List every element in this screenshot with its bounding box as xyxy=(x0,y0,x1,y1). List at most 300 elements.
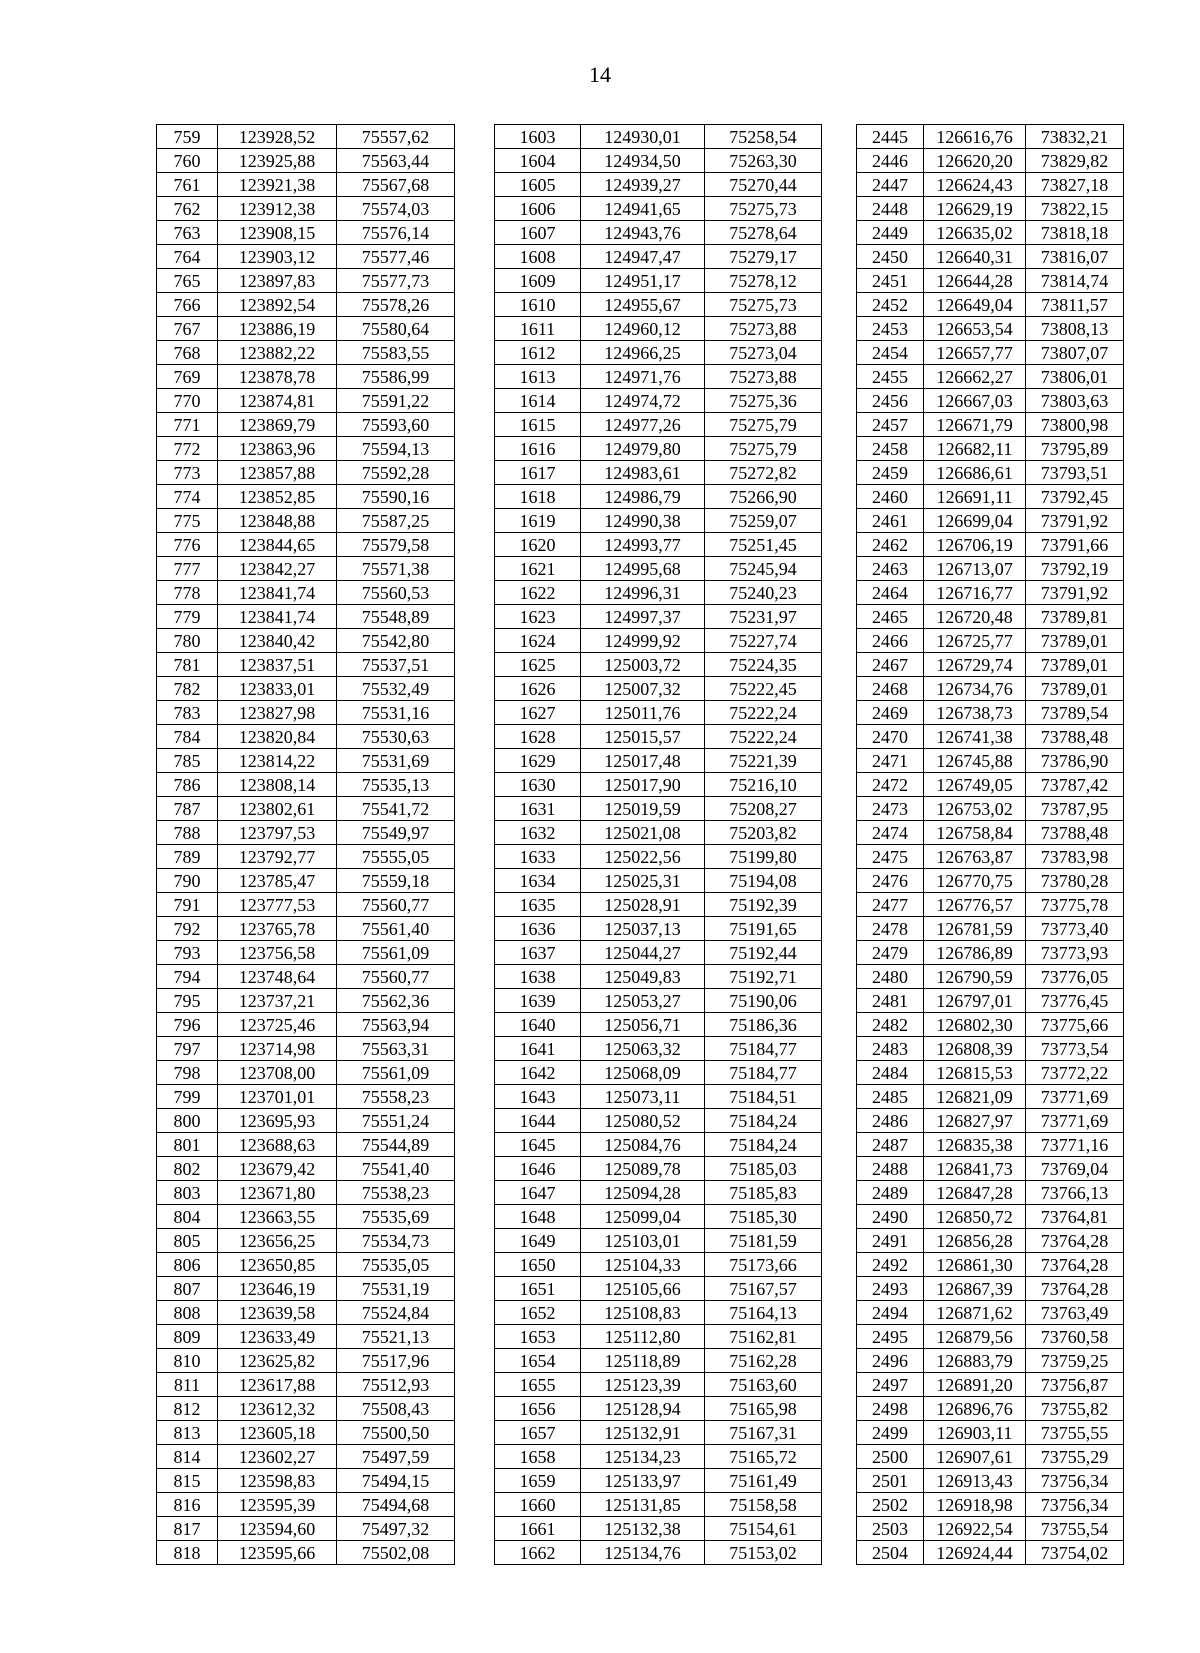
x-coordinate-cell: 123863,96 xyxy=(218,437,337,461)
column-spacer xyxy=(455,1109,495,1133)
column-spacer xyxy=(822,821,857,845)
point-number-cell: 762 xyxy=(157,197,218,221)
x-coordinate-cell: 126790,59 xyxy=(924,965,1026,989)
point-number-cell: 2482 xyxy=(857,1013,924,1037)
column-spacer xyxy=(822,1013,857,1037)
y-coordinate-cell: 73776,45 xyxy=(1026,989,1124,1013)
point-number-cell: 1623 xyxy=(495,605,581,629)
point-number-cell: 810 xyxy=(157,1349,218,1373)
point-number-cell: 795 xyxy=(157,989,218,1013)
point-number-cell: 799 xyxy=(157,1085,218,1109)
column-spacer xyxy=(455,725,495,749)
point-number-cell: 816 xyxy=(157,1493,218,1517)
column-spacer xyxy=(455,1181,495,1205)
column-spacer xyxy=(455,317,495,341)
column-spacer xyxy=(822,533,857,557)
x-coordinate-cell: 125105,66 xyxy=(581,1277,705,1301)
x-coordinate-cell: 123594,60 xyxy=(218,1517,337,1541)
table-row xyxy=(157,269,1124,293)
point-number-cell: 1650 xyxy=(495,1253,581,1277)
x-coordinate-cell: 126918,98 xyxy=(924,1493,1026,1517)
point-number-cell: 1635 xyxy=(495,893,581,917)
y-coordinate-cell: 75158,58 xyxy=(705,1493,822,1517)
column-spacer xyxy=(822,1277,857,1301)
point-number-cell: 772 xyxy=(157,437,218,461)
x-coordinate-cell: 126827,97 xyxy=(924,1109,1026,1133)
point-number-cell: 1612 xyxy=(495,341,581,365)
y-coordinate-cell: 75517,96 xyxy=(337,1349,455,1373)
x-coordinate-cell: 125108,83 xyxy=(581,1301,705,1325)
table-row xyxy=(157,1277,1124,1301)
column-spacer xyxy=(822,1229,857,1253)
column-spacer xyxy=(822,1349,857,1373)
point-number-cell: 789 xyxy=(157,845,218,869)
point-number-cell: 1617 xyxy=(495,461,581,485)
column-spacer xyxy=(822,1085,857,1109)
x-coordinate-cell: 126913,43 xyxy=(924,1469,1026,1493)
table-row xyxy=(157,941,1124,965)
column-spacer xyxy=(455,797,495,821)
point-number-cell: 773 xyxy=(157,461,218,485)
x-coordinate-cell: 123841,74 xyxy=(218,605,337,629)
x-coordinate-cell: 126871,62 xyxy=(924,1301,1026,1325)
y-coordinate-cell: 75222,45 xyxy=(705,677,822,701)
y-coordinate-cell: 75184,77 xyxy=(705,1037,822,1061)
x-coordinate-cell: 124993,77 xyxy=(581,533,705,557)
table-row xyxy=(157,221,1124,245)
y-coordinate-cell: 75275,36 xyxy=(705,389,822,413)
point-number-cell: 2475 xyxy=(857,845,924,869)
point-number-cell: 2483 xyxy=(857,1037,924,1061)
point-number-cell: 775 xyxy=(157,509,218,533)
table-row xyxy=(157,1421,1124,1445)
point-number-cell: 2495 xyxy=(857,1325,924,1349)
x-coordinate-cell: 126856,28 xyxy=(924,1229,1026,1253)
point-number-cell: 1641 xyxy=(495,1037,581,1061)
x-coordinate-cell: 126629,19 xyxy=(924,197,1026,221)
y-coordinate-cell: 73811,57 xyxy=(1026,293,1124,317)
x-coordinate-cell: 124941,65 xyxy=(581,197,705,221)
x-coordinate-cell: 123833,01 xyxy=(218,677,337,701)
x-coordinate-cell: 123633,49 xyxy=(218,1325,337,1349)
y-coordinate-cell: 73756,34 xyxy=(1026,1493,1124,1517)
point-number-cell: 1608 xyxy=(495,245,581,269)
y-coordinate-cell: 75153,02 xyxy=(705,1541,822,1565)
y-coordinate-cell: 73756,87 xyxy=(1026,1373,1124,1397)
point-number-cell: 1645 xyxy=(495,1133,581,1157)
point-number-cell: 776 xyxy=(157,533,218,557)
point-number-cell: 1662 xyxy=(495,1541,581,1565)
point-number-cell: 1621 xyxy=(495,557,581,581)
y-coordinate-cell: 73789,01 xyxy=(1026,629,1124,653)
point-number-cell: 1655 xyxy=(495,1373,581,1397)
point-number-cell: 2466 xyxy=(857,629,924,653)
x-coordinate-cell: 123756,58 xyxy=(218,941,337,965)
table-row xyxy=(157,1253,1124,1277)
y-coordinate-cell: 75275,79 xyxy=(705,413,822,437)
y-coordinate-cell: 75512,93 xyxy=(337,1373,455,1397)
x-coordinate-cell: 126649,04 xyxy=(924,293,1026,317)
point-number-cell: 802 xyxy=(157,1157,218,1181)
column-spacer xyxy=(822,389,857,413)
column-spacer xyxy=(455,629,495,653)
table-row xyxy=(157,1109,1124,1133)
x-coordinate-cell: 126907,61 xyxy=(924,1445,1026,1469)
y-coordinate-cell: 73773,40 xyxy=(1026,917,1124,941)
y-coordinate-cell: 75163,60 xyxy=(705,1373,822,1397)
point-number-cell: 2494 xyxy=(857,1301,924,1325)
point-number-cell: 1636 xyxy=(495,917,581,941)
column-spacer xyxy=(455,245,495,269)
column-spacer xyxy=(455,269,495,293)
x-coordinate-cell: 123777,53 xyxy=(218,893,337,917)
point-number-cell: 791 xyxy=(157,893,218,917)
column-spacer xyxy=(455,173,495,197)
y-coordinate-cell: 75185,83 xyxy=(705,1181,822,1205)
table-row xyxy=(157,389,1124,413)
y-coordinate-cell: 75162,81 xyxy=(705,1325,822,1349)
x-coordinate-cell: 123869,79 xyxy=(218,413,337,437)
x-coordinate-cell: 123908,15 xyxy=(218,221,337,245)
x-coordinate-cell: 124934,50 xyxy=(581,149,705,173)
x-coordinate-cell: 125112,80 xyxy=(581,1325,705,1349)
table-row xyxy=(157,653,1124,677)
table-row xyxy=(157,773,1124,797)
x-coordinate-cell: 123646,19 xyxy=(218,1277,337,1301)
x-coordinate-cell: 124966,25 xyxy=(581,341,705,365)
table-row xyxy=(157,1061,1124,1085)
table-row xyxy=(157,1517,1124,1541)
x-coordinate-cell: 123748,64 xyxy=(218,965,337,989)
column-spacer xyxy=(455,749,495,773)
y-coordinate-cell: 75164,13 xyxy=(705,1301,822,1325)
y-coordinate-cell: 73793,51 xyxy=(1026,461,1124,485)
x-coordinate-cell: 124983,61 xyxy=(581,461,705,485)
column-spacer xyxy=(822,869,857,893)
y-coordinate-cell: 73789,81 xyxy=(1026,605,1124,629)
table-row xyxy=(157,1469,1124,1493)
y-coordinate-cell: 73760,58 xyxy=(1026,1325,1124,1349)
column-spacer xyxy=(455,1133,495,1157)
y-coordinate-cell: 73773,93 xyxy=(1026,941,1124,965)
y-coordinate-cell: 75561,09 xyxy=(337,941,455,965)
point-number-cell: 2454 xyxy=(857,341,924,365)
column-spacer xyxy=(822,125,857,149)
point-number-cell: 1658 xyxy=(495,1445,581,1469)
x-coordinate-cell: 124943,76 xyxy=(581,221,705,245)
column-spacer xyxy=(455,893,495,917)
y-coordinate-cell: 73764,28 xyxy=(1026,1229,1124,1253)
x-coordinate-cell: 126835,38 xyxy=(924,1133,1026,1157)
x-coordinate-cell: 125063,32 xyxy=(581,1037,705,1061)
y-coordinate-cell: 73764,81 xyxy=(1026,1205,1124,1229)
point-number-cell: 1619 xyxy=(495,509,581,533)
y-coordinate-cell: 75199,80 xyxy=(705,845,822,869)
column-spacer xyxy=(822,1037,857,1061)
y-coordinate-cell: 73755,82 xyxy=(1026,1397,1124,1421)
point-number-cell: 766 xyxy=(157,293,218,317)
x-coordinate-cell: 123602,27 xyxy=(218,1445,337,1469)
table-row xyxy=(157,581,1124,605)
x-coordinate-cell: 123679,42 xyxy=(218,1157,337,1181)
column-spacer xyxy=(455,821,495,845)
column-spacer xyxy=(455,1253,495,1277)
point-number-cell: 2473 xyxy=(857,797,924,821)
column-spacer xyxy=(455,125,495,149)
x-coordinate-cell: 126896,76 xyxy=(924,1397,1026,1421)
x-coordinate-cell: 125132,38 xyxy=(581,1517,705,1541)
y-coordinate-cell: 73789,01 xyxy=(1026,677,1124,701)
x-coordinate-cell: 125037,13 xyxy=(581,917,705,941)
y-coordinate-cell: 73808,13 xyxy=(1026,317,1124,341)
y-coordinate-cell: 75561,40 xyxy=(337,917,455,941)
x-coordinate-cell: 123797,53 xyxy=(218,821,337,845)
point-number-cell: 2465 xyxy=(857,605,924,629)
y-coordinate-cell: 75577,73 xyxy=(337,269,455,293)
y-coordinate-cell: 75245,94 xyxy=(705,557,822,581)
point-number-cell: 2477 xyxy=(857,893,924,917)
point-number-cell: 796 xyxy=(157,1013,218,1037)
x-coordinate-cell: 126749,05 xyxy=(924,773,1026,797)
point-number-cell: 2476 xyxy=(857,869,924,893)
y-coordinate-cell: 75221,39 xyxy=(705,749,822,773)
y-coordinate-cell: 75531,16 xyxy=(337,701,455,725)
y-coordinate-cell: 73814,74 xyxy=(1026,269,1124,293)
column-spacer xyxy=(822,1541,857,1565)
point-number-cell: 771 xyxy=(157,413,218,437)
y-coordinate-cell: 73788,48 xyxy=(1026,821,1124,845)
y-coordinate-cell: 75574,03 xyxy=(337,197,455,221)
column-spacer xyxy=(822,437,857,461)
column-spacer xyxy=(455,989,495,1013)
point-number-cell: 1646 xyxy=(495,1157,581,1181)
point-number-cell: 1653 xyxy=(495,1325,581,1349)
point-number-cell: 814 xyxy=(157,1445,218,1469)
y-coordinate-cell: 73755,55 xyxy=(1026,1421,1124,1445)
y-coordinate-cell: 75558,23 xyxy=(337,1085,455,1109)
x-coordinate-cell: 125015,57 xyxy=(581,725,705,749)
x-coordinate-cell: 125080,52 xyxy=(581,1109,705,1133)
table-row xyxy=(157,1085,1124,1109)
x-coordinate-cell: 125099,04 xyxy=(581,1205,705,1229)
y-coordinate-cell: 73818,18 xyxy=(1026,221,1124,245)
page-number: 14 xyxy=(589,62,611,87)
table-row xyxy=(157,317,1124,341)
table-row xyxy=(157,677,1124,701)
y-coordinate-cell: 75531,69 xyxy=(337,749,455,773)
column-spacer xyxy=(822,989,857,1013)
y-coordinate-cell: 75563,44 xyxy=(337,149,455,173)
y-coordinate-cell: 75531,19 xyxy=(337,1277,455,1301)
column-spacer xyxy=(822,1109,857,1133)
x-coordinate-cell: 126821,09 xyxy=(924,1085,1026,1109)
x-coordinate-cell: 125104,33 xyxy=(581,1253,705,1277)
y-coordinate-cell: 75535,05 xyxy=(337,1253,455,1277)
point-number-cell: 1616 xyxy=(495,437,581,461)
table-row xyxy=(157,1133,1124,1157)
table-row xyxy=(157,461,1124,485)
x-coordinate-cell: 126729,74 xyxy=(924,653,1026,677)
x-coordinate-cell: 126883,79 xyxy=(924,1349,1026,1373)
point-number-cell: 1618 xyxy=(495,485,581,509)
point-number-cell: 805 xyxy=(157,1229,218,1253)
column-spacer xyxy=(455,461,495,485)
column-spacer xyxy=(822,269,857,293)
column-spacer xyxy=(822,893,857,917)
y-coordinate-cell: 75548,89 xyxy=(337,605,455,629)
x-coordinate-cell: 125089,78 xyxy=(581,1157,705,1181)
x-coordinate-cell: 126616,76 xyxy=(924,125,1026,149)
y-coordinate-cell: 75586,99 xyxy=(337,365,455,389)
x-coordinate-cell: 125022,56 xyxy=(581,845,705,869)
column-spacer xyxy=(455,413,495,437)
x-coordinate-cell: 125128,94 xyxy=(581,1397,705,1421)
column-spacer xyxy=(822,1397,857,1421)
point-number-cell: 2485 xyxy=(857,1085,924,1109)
y-coordinate-cell: 75508,43 xyxy=(337,1397,455,1421)
x-coordinate-cell: 126763,87 xyxy=(924,845,1026,869)
y-coordinate-cell: 75224,35 xyxy=(705,653,822,677)
column-spacer xyxy=(455,293,495,317)
x-coordinate-cell: 124999,92 xyxy=(581,629,705,653)
point-number-cell: 2478 xyxy=(857,917,924,941)
column-spacer xyxy=(455,845,495,869)
point-number-cell: 2455 xyxy=(857,365,924,389)
point-number-cell: 1661 xyxy=(495,1517,581,1541)
y-coordinate-cell: 75563,94 xyxy=(337,1013,455,1037)
point-number-cell: 793 xyxy=(157,941,218,965)
point-number-cell: 1615 xyxy=(495,413,581,437)
x-coordinate-cell: 124951,17 xyxy=(581,269,705,293)
y-coordinate-cell: 75557,62 xyxy=(337,125,455,149)
x-coordinate-cell: 126922,54 xyxy=(924,1517,1026,1541)
point-number-cell: 2472 xyxy=(857,773,924,797)
y-coordinate-cell: 75184,51 xyxy=(705,1085,822,1109)
y-coordinate-cell: 75279,17 xyxy=(705,245,822,269)
y-coordinate-cell: 75208,27 xyxy=(705,797,822,821)
x-coordinate-cell: 126716,77 xyxy=(924,581,1026,605)
point-number-cell: 1654 xyxy=(495,1349,581,1373)
x-coordinate-cell: 126713,07 xyxy=(924,557,1026,581)
x-coordinate-cell: 123701,01 xyxy=(218,1085,337,1109)
x-coordinate-cell: 126686,61 xyxy=(924,461,1026,485)
x-coordinate-cell: 125056,71 xyxy=(581,1013,705,1037)
x-coordinate-cell: 126662,27 xyxy=(924,365,1026,389)
y-coordinate-cell: 75216,10 xyxy=(705,773,822,797)
y-coordinate-cell: 75167,31 xyxy=(705,1421,822,1445)
table-row xyxy=(157,293,1124,317)
x-coordinate-cell: 125103,01 xyxy=(581,1229,705,1253)
column-spacer xyxy=(455,869,495,893)
x-coordinate-cell: 123903,12 xyxy=(218,245,337,269)
column-spacer xyxy=(822,677,857,701)
y-coordinate-cell: 73795,89 xyxy=(1026,437,1124,461)
column-spacer xyxy=(822,725,857,749)
y-coordinate-cell: 73756,34 xyxy=(1026,1469,1124,1493)
point-number-cell: 1638 xyxy=(495,965,581,989)
x-coordinate-cell: 123827,98 xyxy=(218,701,337,725)
column-spacer xyxy=(455,1301,495,1325)
table-row xyxy=(157,1541,1124,1565)
table-row xyxy=(157,605,1124,629)
y-coordinate-cell: 75251,45 xyxy=(705,533,822,557)
point-number-cell: 759 xyxy=(157,125,218,149)
x-coordinate-cell: 123882,22 xyxy=(218,341,337,365)
table-row xyxy=(157,437,1124,461)
x-coordinate-cell: 125021,08 xyxy=(581,821,705,845)
table-row xyxy=(157,1325,1124,1349)
point-number-cell: 1640 xyxy=(495,1013,581,1037)
point-number-cell: 1625 xyxy=(495,653,581,677)
table-row xyxy=(157,533,1124,557)
x-coordinate-cell: 123671,80 xyxy=(218,1181,337,1205)
point-number-cell: 803 xyxy=(157,1181,218,1205)
y-coordinate-cell: 73806,01 xyxy=(1026,365,1124,389)
point-number-cell: 761 xyxy=(157,173,218,197)
x-coordinate-cell: 126891,20 xyxy=(924,1373,1026,1397)
y-coordinate-cell: 75258,54 xyxy=(705,125,822,149)
x-coordinate-cell: 123595,39 xyxy=(218,1493,337,1517)
point-number-cell: 788 xyxy=(157,821,218,845)
point-number-cell: 2451 xyxy=(857,269,924,293)
y-coordinate-cell: 75502,08 xyxy=(337,1541,455,1565)
y-coordinate-cell: 75577,46 xyxy=(337,245,455,269)
table-row xyxy=(157,1373,1124,1397)
column-spacer xyxy=(822,629,857,653)
y-coordinate-cell: 75591,22 xyxy=(337,389,455,413)
point-number-cell: 809 xyxy=(157,1325,218,1349)
point-number-cell: 1639 xyxy=(495,989,581,1013)
point-number-cell: 1648 xyxy=(495,1205,581,1229)
y-coordinate-cell: 73791,66 xyxy=(1026,533,1124,557)
column-spacer xyxy=(822,1445,857,1469)
table-row xyxy=(157,1013,1124,1037)
point-number-cell: 2459 xyxy=(857,461,924,485)
y-coordinate-cell: 75259,07 xyxy=(705,509,822,533)
x-coordinate-cell: 125044,27 xyxy=(581,941,705,965)
column-spacer xyxy=(455,1037,495,1061)
column-spacer xyxy=(822,485,857,509)
point-number-cell: 2499 xyxy=(857,1421,924,1445)
column-spacer xyxy=(455,581,495,605)
y-coordinate-cell: 75571,38 xyxy=(337,557,455,581)
point-number-cell: 1603 xyxy=(495,125,581,149)
y-coordinate-cell: 73763,49 xyxy=(1026,1301,1124,1325)
x-coordinate-cell: 123725,46 xyxy=(218,1013,337,1037)
x-coordinate-cell: 125133,97 xyxy=(581,1469,705,1493)
point-number-cell: 1614 xyxy=(495,389,581,413)
column-spacer xyxy=(822,1133,857,1157)
x-coordinate-cell: 124974,72 xyxy=(581,389,705,413)
x-coordinate-cell: 125118,89 xyxy=(581,1349,705,1373)
x-coordinate-cell: 126924,44 xyxy=(924,1541,1026,1565)
point-number-cell: 2448 xyxy=(857,197,924,221)
y-coordinate-cell: 73787,95 xyxy=(1026,797,1124,821)
y-coordinate-cell: 73783,98 xyxy=(1026,845,1124,869)
y-coordinate-cell: 75275,73 xyxy=(705,197,822,221)
y-coordinate-cell: 73771,69 xyxy=(1026,1109,1124,1133)
table-row xyxy=(157,1493,1124,1517)
point-number-cell: 1647 xyxy=(495,1181,581,1205)
point-number-cell: 1649 xyxy=(495,1229,581,1253)
column-spacer xyxy=(455,1085,495,1109)
y-coordinate-cell: 75185,03 xyxy=(705,1157,822,1181)
point-number-cell: 2446 xyxy=(857,149,924,173)
y-coordinate-cell: 73800,98 xyxy=(1026,413,1124,437)
y-coordinate-cell: 75275,73 xyxy=(705,293,822,317)
column-spacer xyxy=(455,1397,495,1421)
point-number-cell: 1629 xyxy=(495,749,581,773)
